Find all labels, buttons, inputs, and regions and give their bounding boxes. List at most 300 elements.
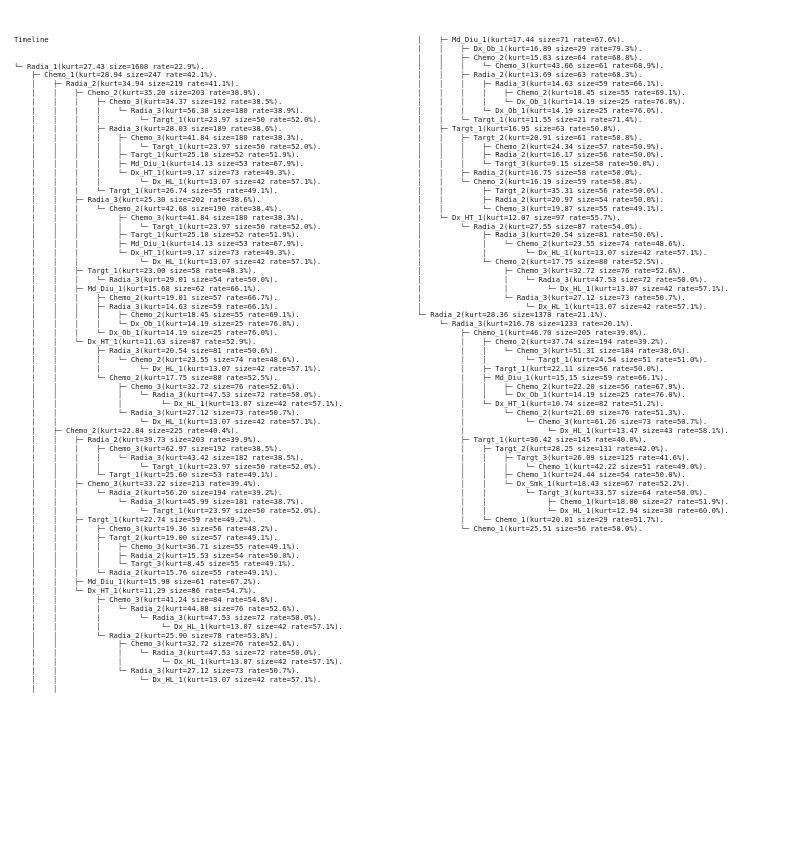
tree-node-label: Chemo_2(kurt=16.19 size=59 rate=50.8%). — [473, 178, 643, 187]
tree-node-label: Dx_Ob_1(kurt=16.89 size=29 rate=79.3%). — [473, 44, 643, 53]
tree-node-label: Radia_2(kurt=25.90 size=78 rate=53.8%). — [109, 631, 278, 640]
tree-node — [400, 240, 729, 249]
tree-connector: │ └─ — [400, 258, 496, 267]
tree-node-label: Chemo_3(kurt=34.37 size=192 rate=38.5%). — [109, 98, 283, 107]
tree-node — [400, 454, 729, 463]
tree-node-label: Dx_HL_1(kurt=13.07 size=42 rate=57.1%). — [152, 675, 322, 684]
tree-connector: │ │ ├─ — [14, 195, 88, 204]
tree-node — [14, 587, 343, 596]
tree-connector: │ │ │ │ └─ — [14, 453, 131, 462]
tree-connector: │ │ ├─ — [14, 435, 88, 444]
tree-node-label: Radia_2(kurt=13.69 size=63 rate=68.3%). — [473, 71, 643, 80]
tree-connector: │ │ │ └─ — [14, 498, 131, 507]
tree-node-label: Dx_HL_1(kurt=13.07 size=42 rate=57.1%). — [152, 258, 322, 267]
tree-node — [14, 409, 343, 418]
tree-node — [400, 214, 729, 223]
tree-connector: │ │ └─ — [14, 631, 110, 640]
tree-node — [400, 125, 729, 134]
tree-node — [14, 569, 343, 578]
tree-node-label: Radia_2(kurt=16.17 size=56 rate=50.0%). — [495, 151, 664, 160]
tree-connector: │ │ └─ — [14, 667, 131, 676]
tree-node — [400, 116, 729, 125]
tree-node — [400, 525, 729, 534]
tree-node — [400, 311, 729, 320]
tree-node — [14, 525, 343, 534]
tree-connector: │ │ │ └─ — [14, 186, 110, 195]
tree-node — [400, 45, 729, 54]
tree-node-label: Chemo_3(kurt=61.26 size=73 rate=50.7%). — [538, 418, 708, 427]
tree-node — [400, 134, 729, 143]
tree-node — [400, 409, 729, 418]
tree-node-label: Chemo_3(kurt=19.87 size=55 rate=49.1%). — [495, 204, 664, 213]
tree-node — [400, 507, 729, 516]
tree-node-label: Radia_2(kurt=28.36 size=1378 rate=21.1%). — [430, 311, 608, 320]
tree-node-label: Radia_3(kurt=45.99 size=181 rate=38.7%). — [130, 498, 304, 507]
tree-node — [14, 578, 343, 587]
tree-node — [14, 400, 343, 409]
tree-node — [400, 89, 729, 98]
tree-node-label: Targt_1(kurt=25.60 size=53 rate=49.1%). — [109, 471, 278, 480]
tree-connector: │ │ │ ├─ — [14, 293, 110, 302]
tree-node-label: Dx_HL_1(kurt=13.07 size=42 rate=57.1%). — [152, 178, 322, 187]
tree-node-label: Md_Diu_1(kurt=17.44 size=71 rate=67.6%). — [451, 35, 626, 44]
tree-node — [14, 71, 343, 80]
tree-node-label: Radia_2(kurt=34.94 size=219 rate=41.1%). — [65, 80, 240, 89]
tree-node — [14, 169, 343, 178]
tree-node-label: Radia_3(kurt=56.38 size=180 rate=38.9%). — [130, 106, 304, 115]
tree-node-label: Targt_2(kurt=35.31 size=56 rate=50.0%). — [495, 186, 664, 195]
tree-node — [400, 374, 729, 383]
tree-node-label: Dx_HL_1(kurt=13.07 size=42 rate=57.1%). — [174, 658, 343, 667]
tree-node — [400, 294, 729, 303]
tree-node — [14, 605, 343, 614]
tree-node-label: Radia_3(kurt=20.54 size=81 rate=50.6%). — [495, 231, 664, 240]
tree-node-label: Radia_3(kurt=47.53 size=72 rate=50.0%). — [152, 649, 322, 658]
tree-node-label: Chemo_1(kurt=18.80 size=27 rate=51.9%). — [560, 498, 729, 507]
tree-node — [14, 676, 343, 685]
tree-node — [400, 418, 729, 427]
tree-node-label: Targt_1(kurt=22.74 size=59 rate=49.2%). — [87, 515, 257, 524]
tree-connector: └─ — [14, 62, 27, 71]
tree-node — [14, 338, 343, 347]
tree-connector: │ │ ├─ — [14, 89, 88, 98]
tree-connector: │ │ │ │ ├─ — [14, 151, 131, 160]
tree-node-label: Dx_HT_1(kurt=9.17 size=73 rate=49.3%). — [130, 249, 296, 258]
tree-connector: │ │ ├─ — [14, 640, 131, 649]
tree-node — [14, 418, 343, 427]
tree-node-label: Radia_3(kurt=47.53 size=72 rate=50.0%). — [152, 391, 322, 400]
tree-node — [14, 311, 343, 320]
tree-connector: │ │ ├─ — [400, 453, 517, 462]
tree-node-label: Targt_3(kurt=33.57 size=64 rate=50.0%). — [538, 489, 708, 498]
tree-connector: │ │ │ │ └─ — [14, 222, 153, 231]
tree-node-label: Chemo_2(kurt=37.74 size=194 rate=39.2%). — [495, 338, 669, 347]
tree-connector: │ │ │ │ └─ — [14, 560, 131, 569]
tree-node-label: Dx_HL_1(kurt=13.07 size=42 rate=57.1%). — [174, 400, 343, 409]
tree-node — [14, 320, 343, 329]
tree-node — [400, 107, 729, 116]
tree-connector: │ │ │ ├─ — [400, 80, 496, 89]
tree-node — [14, 151, 343, 160]
tree-node-label: Chemo_2(kurt=18.45 size=55 rate=69.1%). — [130, 311, 300, 320]
tree-connector: │ │ │ ├─ — [14, 444, 110, 453]
tree-node — [14, 329, 343, 338]
tree-node-label: Dx_Ob_1(kurt=14.19 size=25 rate=76.0%). — [495, 106, 664, 115]
tree-connector: │ │ │ │ │ └─ — [14, 142, 153, 151]
tree-connector: │ │ ├─ — [400, 44, 474, 53]
tree-node-label: Radia_3(kurt=29.01 size=54 rate=50.0%). — [109, 275, 278, 284]
tree-node-label: Radia_3(kurt=216.78 size=1233 rate=20.1%). — [451, 320, 634, 329]
tree-node — [400, 169, 729, 178]
tree-connector: │ │ └─ — [400, 178, 474, 187]
tree-node — [14, 134, 343, 143]
tree-node-label: Chemo_2(kurt=17.75 size=80 rate=52.5%). — [109, 373, 278, 382]
tree-node-label: Chemo_3(kurt=19.36 size=56 rate=48.2%). — [109, 524, 278, 533]
tree-connector: │ │ │ ├─ — [14, 524, 110, 533]
tree-node-label: Radia_1(kurt=27.43 size=1608 rate=22.9%). — [26, 62, 205, 71]
tree-node — [14, 623, 343, 632]
tree-node-label: Md_Diu_1(kurt=14.13 size=53 rate=67.9%). — [130, 240, 304, 249]
tree-node-label: Chemo_1(kurt=42.22 size=51 rate=49.0%). — [538, 462, 708, 471]
tree-node-label: Dx_HL_1(kurt=13.07 size=42 rate=57.1%). — [152, 364, 322, 373]
tree-connector: │ │ │ └─ — [14, 355, 131, 364]
tree-node-label: Radia_3(kurt=14.63 size=59 rate=66.1%). — [495, 80, 664, 89]
tree-node-label: Dx_HL_1(kurt=13.07 size=42 rate=57.1%). — [538, 302, 708, 311]
tree-connector: │ │ │ └─ — [14, 391, 153, 400]
tree-node — [14, 498, 343, 507]
tree-node — [14, 667, 343, 676]
tree-node — [14, 480, 343, 489]
tree-connector: │ │ │ │ ├─ — [14, 551, 131, 560]
tree-connector: │ └─ — [400, 409, 517, 418]
tree-node-label: Chemo_2(kurt=21.69 size=76 rate=51.3%). — [516, 409, 686, 418]
tree-connector: │ │ — [14, 684, 58, 693]
tree-node-label: Targt_1(kurt=26.74 size=55 rate=49.1%). — [109, 186, 278, 195]
tree-node — [400, 347, 729, 356]
tree-node-label: Radia_3(kurt=27.12 size=73 rate=50.7%). — [130, 409, 300, 418]
tree-node — [400, 276, 729, 285]
tree-node — [14, 640, 343, 649]
tree-node-label: Dx_Ob_1(kurt=14.19 size=25 rate=76.0%). — [516, 391, 686, 400]
tree-node-label: Chemo_3(kurt=41.84 size=180 rate=38.3%). — [130, 133, 304, 142]
tree-connector: │ └─ — [400, 427, 561, 435]
tree-node — [400, 160, 729, 169]
tree-node — [400, 320, 729, 329]
tree-node — [14, 116, 343, 125]
tree-connector: │ │ ├─ — [400, 498, 561, 507]
tree-node — [400, 151, 729, 160]
tree-node — [14, 374, 343, 383]
tree-connector: │ │ │ ├─ — [14, 124, 110, 133]
tree-connector: │ │ │ └─ — [14, 249, 131, 258]
tree-node-label: Dx_HT_1(kurt=10.74 size=82 rate=51.2%). — [495, 400, 664, 409]
tree-connector: │ │ └─ — [14, 587, 88, 596]
tree-connector: │ │ ├─ — [400, 71, 474, 80]
tree-node-label: Dx_HL_1(kurt=13.07 size=42 rate=57.1%). — [174, 622, 343, 631]
tree-node-label: Chemo_3(kurt=32.72 size=76 rate=52.6%). — [130, 640, 300, 649]
tree-connector: │ └─ — [400, 400, 496, 409]
tree-connector: │ │ │ └─ — [14, 258, 153, 267]
tree-node — [14, 560, 343, 569]
tree-node — [14, 80, 343, 89]
tree-node — [400, 231, 729, 240]
tree-node — [400, 36, 729, 45]
tree-node — [14, 436, 343, 445]
tree-node — [14, 365, 343, 374]
tree-node — [14, 445, 343, 454]
tree-connector: │ │ ├─ — [14, 284, 88, 293]
tree-node — [14, 356, 343, 365]
tree-connector: │ ├─ — [400, 124, 452, 133]
tree-node — [400, 436, 729, 445]
tree-node-label: Targt_1(kurt=23.97 size=50 rate=52.0%). — [152, 462, 322, 471]
tree-node — [14, 552, 343, 561]
tree-connector: │ │ │ └─ — [400, 160, 496, 169]
tree-node-label: Dx_Ob_1(kurt=14.19 size=25 rate=76.0%). — [109, 329, 278, 338]
tree-node — [14, 63, 343, 72]
tree-node-label: Radia_2(kurt=15.53 size=54 rate=50.0%). — [130, 551, 300, 560]
tree-node-label: Md_Diu_1(kurt=15.98 size=61 rate=67.2%). — [87, 578, 261, 587]
tree-node — [14, 178, 343, 187]
tree-connector: │ └─ — [400, 293, 517, 302]
tree-connector: │ │ ├─ — [400, 186, 496, 195]
tree-connector: │ │ │ │ ├─ — [14, 311, 131, 320]
tree-node-label: Targt_1(kurt=23.00 size=58 rate=48.3%). — [87, 267, 257, 275]
tree-node-label: Targt_2(kurt=28.25 size=131 rate=42.0%). — [495, 444, 669, 453]
tree-connector: │ ├─ — [400, 266, 517, 275]
tree-connector: │ │ ├─ — [14, 267, 88, 275]
tree-node-label: Dx_Ob_1(kurt=14.19 size=25 rate=76.0%). — [516, 98, 686, 107]
tree-node-label: Targt_1(kurt=23.97 size=50 rate=52.0%). — [152, 115, 322, 124]
tree-node-label: Chemo_2(kurt=15.83 size=64 rate=68.8%). — [473, 53, 643, 62]
tree-connector: │ │ ├─ — [400, 133, 474, 142]
tree-connector: │ │ ├─ — [14, 382, 131, 391]
tree-connector: │ │ │ ├─ — [400, 151, 496, 160]
tree-connector: │ └─ — [400, 515, 496, 524]
tree-node — [400, 196, 729, 205]
tree-connector: │ ├─ — [14, 80, 66, 89]
tree-node-label: Targt_2(kurt=19.00 size=57 rate=49.1%). — [109, 533, 278, 542]
tree-node — [14, 294, 343, 303]
tree-connector: │ │ │ ├─ — [14, 213, 131, 222]
tree-node — [400, 445, 729, 454]
tree-node-label: Dx_HT_1(kurt=11.63 size=87 rate=52.9%). — [87, 338, 257, 347]
tree-node — [14, 471, 343, 480]
tree-connector: │ │ │ ├─ — [14, 302, 110, 311]
tree-panel-right — [400, 18, 729, 543]
tree-node-label: Chemo_3(kurt=41.24 size=84 rate=54.8%). — [109, 595, 278, 604]
tree-node — [14, 383, 343, 392]
tree-connector: │ │ └─ — [400, 249, 539, 258]
tree-node-label: Dx_HL_1(kurt=13.07 size=42 rate=57.1%). — [152, 418, 322, 427]
tree-connector: │ │ ├─ — [400, 382, 517, 391]
tree-node-label: Targt_1(kurt=25.10 size=52 rate=51.9%). — [130, 151, 300, 160]
tree-node-label: Chemo_3(kurt=62.97 size=192 rate=38.5%). — [109, 444, 283, 453]
tree-connector: │ │ │ └─ — [14, 204, 110, 213]
tree-connector: └─ — [400, 320, 452, 329]
tree-connector: │ │ │ │ └─ — [14, 106, 131, 115]
tree-node-label: Chemo_1(kurt=25.51 size=56 rate=50.0%). — [473, 524, 643, 533]
tree-node — [400, 258, 729, 267]
tree-node — [400, 187, 729, 196]
tree-node-label: Chemo_2(kurt=22.20 size=56 rate=67.9%). — [516, 382, 686, 391]
tree-node-label: Radia_2(kurt=56.20 size=194 rate=39.2%). — [109, 489, 283, 498]
tree-connector: │ ├─ — [14, 427, 66, 436]
tree-node-label: Chemo_3(kurt=36.71 size=55 rate=49.1%). — [130, 542, 300, 551]
tree-node-label: Targt_2(kurt=20.91 size=61 rate=50.8%). — [473, 133, 643, 142]
tree-connector: │ │ └─ — [400, 346, 517, 355]
tree-connector: │ │ │ │ └─ — [14, 169, 131, 178]
tree-connector: │ │ └─ — [400, 204, 496, 213]
tree-connector: │ │ │ └─ — [400, 62, 496, 71]
tree-node — [400, 98, 729, 107]
tree-node-label: Radia_3(kurt=20.54 size=81 rate=50.6%). — [109, 347, 278, 356]
tree-node-label: Targt_1(kurt=22.11 size=56 rate=50.0%). — [495, 364, 664, 373]
tree-connector: │ │ │ └─ — [14, 489, 110, 498]
tree-node-label: Chemo_2(kurt=23.55 size=74 rate=48.6%). — [516, 240, 686, 249]
tree-node-label: Md_Diu_1(kurt=15.15 size=59 rate=66.1%). — [495, 373, 669, 382]
tree-node-label: Chemo_1(kurt=46.70 size=205 rate=39.0%). — [473, 329, 647, 338]
tree-node-label: Dx_HT_1(kurt=12.07 size=97 rate=55.7%). — [451, 213, 621, 222]
tree-node — [14, 507, 343, 516]
tree-node — [400, 427, 729, 436]
tree-node — [14, 160, 343, 169]
tree-node-label: Targt_1(kurt=25.10 size=52 rate=51.9%). — [130, 231, 300, 240]
tree-node — [400, 356, 729, 365]
tree-node-label: Chemo_2(kurt=35.20 size=203 rate=38.9%). — [87, 89, 261, 98]
tree-connector: │ │ │ └─ — [14, 569, 110, 578]
tree-node-label: Targt_1(kurt=23.97 size=50 rate=52.0%). — [152, 507, 322, 516]
tree-connector: │ │ │ └─ — [14, 507, 153, 516]
tree-node-label: Chemo_2(kurt=24.34 size=57 rate=50.9%). — [495, 142, 664, 151]
tree-node — [14, 534, 343, 543]
tree-connector: │ │ └─ — [400, 115, 474, 124]
tree-node — [400, 267, 729, 276]
tree-node-label: Chemo_2(kurt=19.01 size=57 rate=66.7%). — [109, 293, 278, 302]
tree-node — [14, 658, 343, 667]
tree-panel-left — [14, 18, 343, 703]
tree-connector: │ │ ├─ — [14, 480, 88, 489]
tree-connector: │ │ └─ — [400, 489, 539, 498]
tree-connector: │ │ │ └─ — [14, 471, 110, 480]
tree-node-label: Dx_Ob_1(kurt=14.19 size=25 rate=76.0%). — [130, 320, 300, 329]
tree-node — [400, 303, 729, 312]
tree-connector: │ │ │ └─ — [400, 462, 539, 471]
tree-node-label: Targt_1(kurt=24.54 size=51 rate=51.0%). — [538, 355, 708, 364]
tree-connector: │ │ │ │ └─ — [400, 98, 517, 107]
tree-connector: │ │ │ │ ├─ — [14, 160, 131, 169]
tree-connector: │ │ │ └─ — [14, 400, 175, 409]
tree-node-label: Chemo_1(kurt=20.01 size=29 rate=51.7%). — [495, 515, 664, 524]
tree-node-label: Radia_2(kurt=44.88 size=76 rate=52.6%). — [130, 604, 300, 613]
tree-connector: │ ├─ — [400, 444, 496, 453]
tree-node-label: Targt_3(kurt=9.15 size=58 rate=50.0%). — [495, 160, 660, 169]
tree-lines-left — [14, 63, 343, 694]
tree-connector: │ │ │ ├─ — [14, 231, 131, 240]
tree-node-label: Radia_2(kurt=39.73 size=203 rate=39.9%). — [87, 435, 261, 444]
tree-node-label: Radia_3(kurt=14.63 size=59 rate=66.1%). — [109, 302, 278, 311]
tree-connector: │ │ └─ — [14, 409, 131, 418]
tree-node — [14, 240, 343, 249]
tree-connector: │ │ │ └─ — [14, 649, 153, 658]
tree-connector: │ ├─ — [400, 231, 496, 240]
tree-node-label: Targt_1(kurt=16.95 size=63 rate=50.8%). — [451, 124, 621, 133]
tree-connector: │ │ ├─ — [14, 347, 110, 356]
tree-connector: │ │ │ └─ — [14, 275, 110, 284]
tree-node — [400, 463, 729, 472]
tree-node-label: Dx_Smk_1(kurt=18.43 size=67 rate=52.2%). — [516, 480, 690, 489]
tree-connector: │ │ │ ├─ — [14, 533, 110, 542]
tree-node — [14, 276, 343, 285]
tree-node-label: Radia_3(kurt=47.53 size=72 rate=50.0%). — [538, 275, 708, 284]
tree-connector: │ ├─ — [400, 373, 496, 382]
tree-node-label: Chemo_3(kurt=43.66 size=61 rate=68.9%). — [495, 62, 664, 71]
tree-node — [14, 347, 343, 356]
tree-node-label: Radia_3(kurt=47.53 size=72 rate=50.0%). — [152, 613, 322, 622]
tree-node — [14, 427, 343, 436]
tree-connector: │ │ ├─ — [400, 169, 474, 178]
tree-node — [14, 107, 343, 116]
tree-node — [14, 231, 343, 240]
tree-node — [14, 543, 343, 552]
tree-node — [400, 365, 729, 374]
tree-node — [14, 196, 343, 205]
tree-connector: │ └─ — [400, 418, 539, 427]
tree-node — [400, 71, 729, 80]
tree-connector: │ ├─ — [400, 35, 452, 44]
tree-node-label: Radia_3(kurt=43.42 size=182 rate=38.5%). — [130, 453, 304, 462]
tree-node-label: Targt_1(kurt=23.97 size=50 rate=52.0%). — [152, 222, 322, 231]
tree-node — [400, 285, 729, 294]
tree-node — [14, 489, 343, 498]
tree-connector: └─ — [400, 524, 474, 533]
tree-node — [400, 391, 729, 400]
tree-connector: │ └─ — [400, 222, 474, 231]
tree-connector: │ │ │ │ └─ — [14, 115, 153, 124]
tree-connector: │ │ │ └─ — [14, 658, 175, 667]
tree-title: Timeline — [14, 35, 49, 44]
tree-node — [14, 596, 343, 605]
tree-connector: │ │ ├─ — [400, 195, 496, 204]
tree-node — [400, 471, 729, 480]
tree-connector: │ ├─ — [400, 338, 496, 347]
tree-node-label: Radia_3(kurt=25.30 size=202 rate=38.6%). — [87, 195, 261, 204]
tree-node — [14, 249, 343, 258]
tree-node-label: Targt_1(kurt=23.97 size=50 rate=52.0%). — [152, 142, 322, 151]
tree-node — [14, 267, 343, 276]
tree-connector: │ │ └─ — [400, 284, 561, 293]
tree-node — [400, 516, 729, 525]
tree-connector: │ │ └─ — [400, 240, 517, 249]
tree-connector: │ │ └─ — [400, 391, 517, 400]
tree-node — [400, 143, 729, 152]
tree-node-label: Dx_HL_1(kurt=12.94 size=30 rate=60.0%). — [560, 507, 729, 516]
tree-node-label: Chemo_1(kurt=24.44 size=54 rate=50.0%). — [516, 471, 686, 480]
tree-connector: │ │ │ │ └─ — [14, 320, 131, 329]
tree-node — [400, 223, 729, 232]
tree-connector: │ │ └─ — [14, 675, 153, 684]
tree-node — [400, 400, 729, 409]
tree-node-label: Radia_2(kurt=20.97 size=54 rate=50.0%). — [495, 195, 664, 204]
tree-node-label: Targt_3(kurt=8.45 size=55 rate=49.1%). — [130, 560, 296, 569]
tree-node-label: Radia_3(kurt=27.12 size=73 rate=50.7%). — [130, 667, 300, 676]
tree-node-label: Radia_2(kurt=16.75 size=58 rate=50.0%). — [473, 169, 643, 178]
tree-node — [14, 143, 343, 152]
tree-node-label: Md_Diu_1(kurt=14.13 size=53 rate=67.9%). — [130, 160, 304, 169]
tree-node — [14, 98, 343, 107]
tree-node-label: Dx_HT_1(kurt=9.17 size=73 rate=49.3%). — [130, 169, 296, 178]
tree-node-label: Chemo_3(kurt=51.31 size=184 rate=38.6%). — [516, 346, 690, 355]
